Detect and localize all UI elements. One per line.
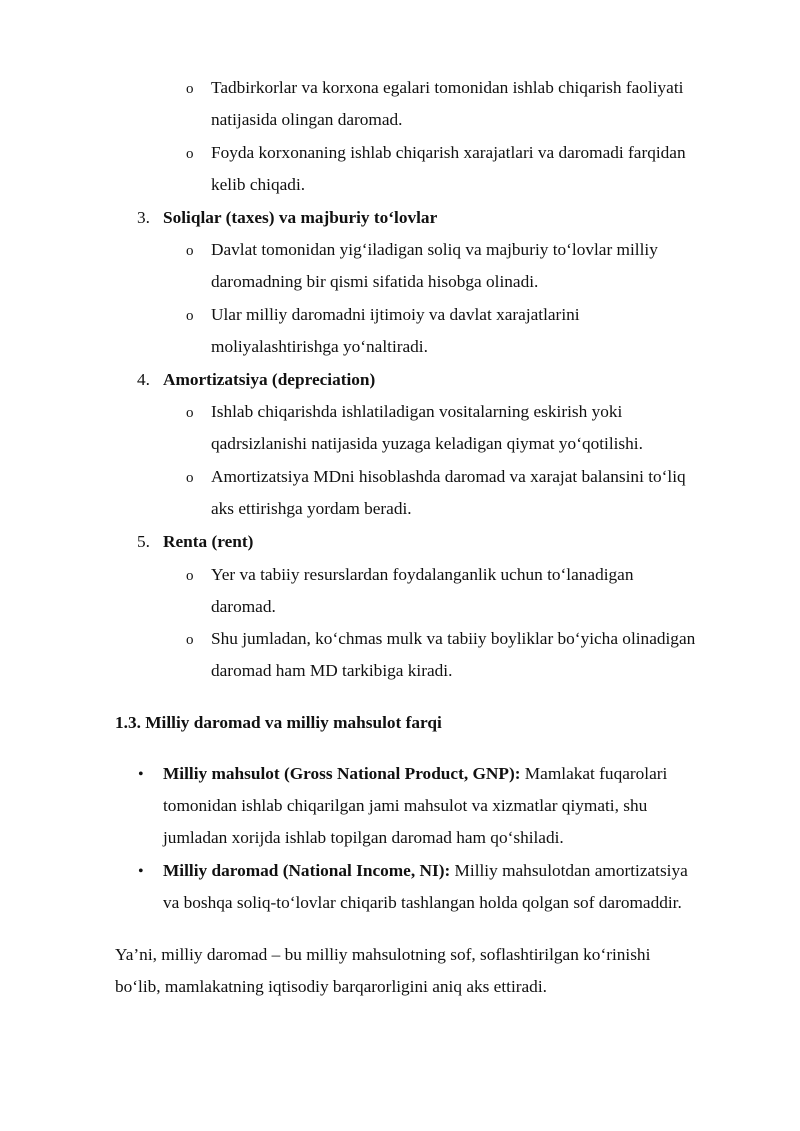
list-heading	[163, 208, 437, 228]
list-item-text: kelib chiqadi.	[211, 175, 306, 194]
list-item-text: natijasida olingan daromad.	[211, 110, 403, 129]
list-item-text: Amortizatsiya MDni hisoblashda daromad va xarajat balansini to‘liq	[211, 467, 686, 486]
list-item-text: daromadning bir qismi sifatida hisobga olinadi.	[211, 272, 539, 291]
list-marker: o	[186, 81, 194, 97]
list-heading-text: Amortizatsiya (depreciation)	[163, 370, 376, 389]
list-item-text: daromad.	[211, 597, 276, 616]
list-item-text: Shu jumladan, ko‘chmas mulk va tabiiy boyliklar bo‘yicha olinadigan	[211, 629, 696, 648]
list-item-text: Ular milliy daromadni ijtimoiy va davlat xarajatlarini	[211, 305, 580, 324]
section-heading-text: 1.3. Milliy daromad va milliy mahsulot farqi	[115, 713, 442, 732]
section-heading	[115, 713, 442, 733]
list-heading	[163, 370, 375, 390]
paragraph-line: Ya’ni, milliy daromad – bu milliy mahsulotning sof, soflashtirilgan ko‘rinishi	[115, 945, 651, 964]
bullet-marker: •	[138, 863, 144, 880]
list-item-text: aks ettirishga yordam beradi.	[211, 499, 412, 518]
list-item-text: Foyda korxonaning ishlab chiqarish xarajatlari va daromadi farqidan	[211, 143, 686, 162]
list-number: 5.	[137, 532, 150, 551]
bullet-first-line	[163, 764, 667, 784]
bullet-text: Mamlakat fuqarolari	[520, 764, 668, 783]
list-heading-text: Renta (rent)	[163, 532, 254, 551]
bullet-text: va boshqa soliq-to‘lovlar chiqarib tashlangan holda qolgan sof daromaddir.	[163, 893, 682, 912]
list-number: 4.	[137, 370, 150, 389]
list-item-text: Ishlab chiqarishda ishlatiladigan vositalarning eskirish yoki	[211, 402, 623, 421]
list-item-text: moliyalashtirishga yo‘naltiradi.	[211, 337, 428, 356]
list-marker: o	[186, 405, 194, 421]
list-marker: o	[186, 470, 194, 486]
bullet-first-line	[163, 861, 688, 881]
list-item-text: qadrsizlanishi natijasida yuzaga keladigan qiymat yo‘qotilishi.	[211, 434, 643, 453]
bullet-text: Milliy mahsulotdan amortizatsiya	[450, 861, 688, 880]
list-item-text: Yer va tabiiy resurslardan foydalanganlik uchun to‘lanadigan	[211, 565, 634, 584]
bullet-text: jumladan xorijda ishlab topilgan daromad ham qo‘shiladi.	[163, 828, 564, 847]
list-heading	[163, 532, 253, 552]
list-item-text: Davlat tomonidan yig‘iladigan soliq va majburiy to‘lovlar milliy	[211, 240, 658, 259]
list-marker: o	[186, 146, 194, 162]
list-marker: o	[186, 632, 194, 648]
bullet-marker: •	[138, 766, 144, 783]
bullet-text: tomonidan ishlab chiqarilgan jami mahsulot va xizmatlar qiymati, shu	[163, 796, 648, 815]
list-marker: o	[186, 568, 194, 584]
list-number: 3.	[137, 208, 150, 227]
bullet-term: Milliy daromad (National Income, NI):	[163, 861, 451, 880]
bullet-term: Milliy mahsulot (Gross National Product, GNP):	[163, 764, 521, 783]
list-item-text: daromad ham MD tarkibiga kiradi.	[211, 661, 453, 680]
list-heading-text: Soliqlar (taxes) va majburiy to‘lovlar	[163, 208, 438, 227]
paragraph-line: bo‘lib, mamlakatning iqtisodiy barqarorligini aniq aks ettiradi.	[115, 977, 547, 996]
list-marker: o	[186, 308, 194, 324]
list-item-text: Tadbirkorlar va korxona egalari tomonidan ishlab chiqarish faoliyati	[211, 78, 684, 97]
list-marker: o	[186, 243, 194, 259]
